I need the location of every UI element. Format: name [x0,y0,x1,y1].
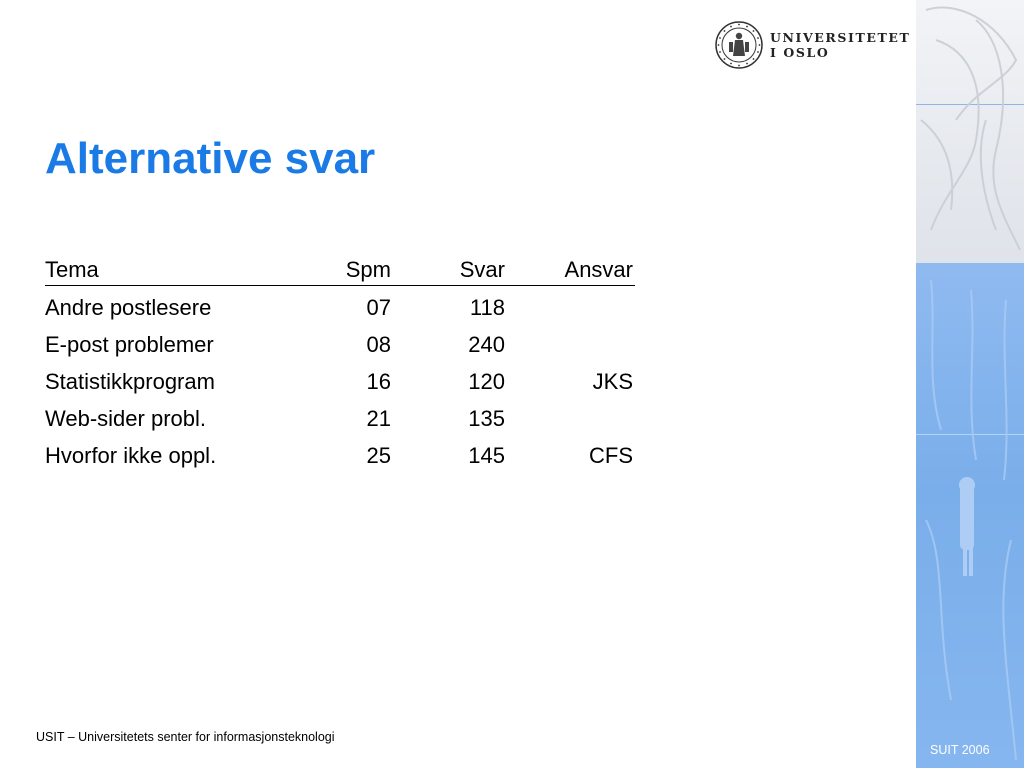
decorative-side-strip [916,0,1024,768]
cell-spm: 08 [366,332,391,357]
table-row [45,404,635,441]
footer-organization: USIT – Universitetets senter for informasjonsteknologi [36,730,335,744]
university-seal-icon [714,20,764,70]
cell-spm: 21 [366,406,391,431]
header-tema: Tema [45,257,99,282]
cell-tema: Hvorfor ikke oppl. [45,443,217,468]
footer-course-label: SUIT 2006 [930,743,990,757]
table-row [45,293,635,330]
cell-svar: 120 [468,369,505,394]
cell-tema: Web-sider probl. [45,406,206,431]
header-spm: Spm [345,257,391,282]
cell-svar: 135 [468,406,505,431]
cell-ansvar: JKS [592,369,633,394]
cell-tema: Andre postlesere [45,295,212,320]
statue-relief-illustration [916,0,1024,768]
slide-title: Alternative svar [45,134,376,183]
header-svar: Svar [459,257,505,282]
cell-svar: 118 [469,295,505,320]
table-row [45,441,635,478]
table-row [45,367,635,404]
university-logo [714,20,911,70]
cell-tema: Statistikkprogram [45,369,215,394]
cell-svar: 145 [468,443,505,468]
logo-line-1: UNIVERSITETET [770,30,911,45]
university-wordmark [770,30,910,60]
cell-spm: 25 [366,443,391,468]
topic-table [45,255,635,478]
cell-spm: 16 [366,369,391,394]
logo-line-2: I OSLO [770,45,830,60]
cell-svar: 240 [468,332,505,357]
table-header-row [45,255,635,286]
cell-ansvar: CFS [589,443,633,468]
cell-tema: E-post problemer [45,332,214,357]
cell-spm: 07 [366,295,391,320]
header-ansvar: Ansvar [564,257,633,282]
table-row [45,330,635,367]
